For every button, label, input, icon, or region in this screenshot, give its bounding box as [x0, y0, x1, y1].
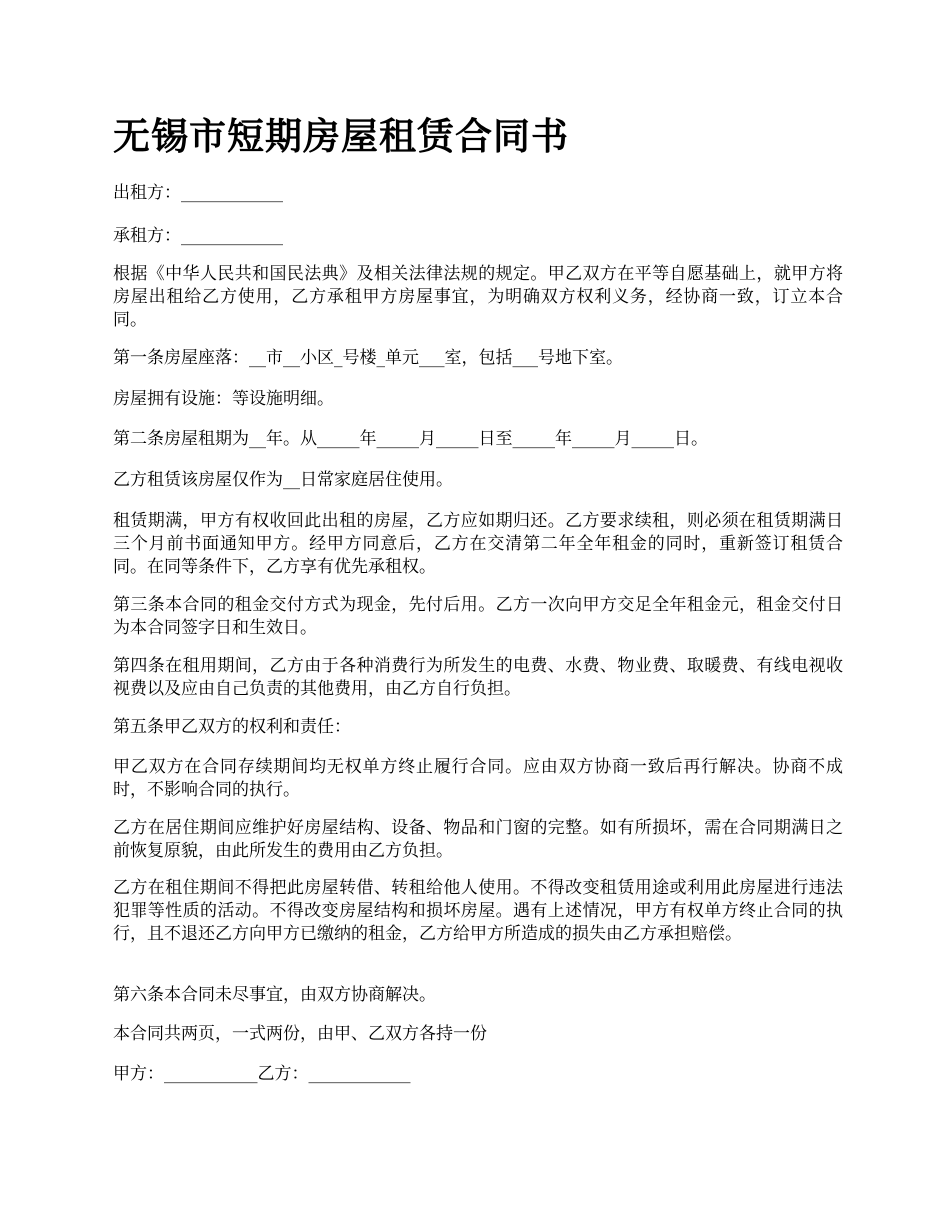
usage-line: 乙方租赁该房屋仅作为__日常家庭居住使用。 [113, 470, 453, 490]
lessor-line: 出租方：____________ [113, 183, 283, 203]
article-6-line: 第六条本合同未尽事宜，由双方协商解决。 [113, 985, 436, 1005]
sublet-paragraph: 乙方在租住期间不得把此房屋转借、转租给他人使用。不得改变租赁用途或利用此房屋进行违法犯罪等性质的活动。不得改变房屋结构和损坏房屋。遇有上述情况，甲方有权单方终止合同的执行，且不退还乙方向甲方已缴纳的租金，乙方给甲方所造成的损失由乙方承担赔偿。 [113, 878, 843, 944]
termination-paragraph: 甲乙双方在合同存续期间均无权单方终止履行合同。应由双方协商一致后再行解决。协商不成时，不影响合同的执行。 [113, 757, 843, 800]
maintenance-paragraph: 乙方在居住期间应维护好房屋结构、设备、物品和门窗的完整。如有所损坏，需在合同期满日之前恢复原貌，由此所发生的费用由乙方负担。 [113, 818, 843, 861]
article-5-heading: 第五条甲乙双方的权利和责任： [113, 717, 351, 737]
article-1-location: 第一条房屋座落：__市__小区_号楼_单元___室，包括___号地下室。 [113, 348, 623, 368]
article-4-expenses: 第四条在租用期间，乙方由于各种消费行为所发生的电费、水费、物业费、取暖费、有线电视收视费以及应由自己负责的其他费用，由乙方自行负担。 [113, 656, 843, 699]
facilities-line: 房屋拥有设施：等设施明细。 [113, 389, 334, 409]
document-title: 无锡市短期房屋租赁合同书 [113, 114, 569, 158]
lessee-line: 承租方：____________ [113, 226, 283, 246]
signature-line: 甲方：___________乙方：____________ [113, 1064, 411, 1084]
renewal-paragraph: 租赁期满，甲方有权收回此出租的房屋，乙方应如期归还。乙方要求续租，则必须在租赁期满日三个月前书面通知甲方。经甲方同意后，乙方在交清第二年全年租金的同时，重新签订租赁合同。在同等条件下，乙方享有优先承租权。 [113, 511, 843, 577]
article-2-term: 第二条房屋租期为__年。从_____年_____月_____日至_____年_____月_____日。 [113, 429, 708, 449]
copies-line: 本合同共两页，一式两份，由甲、乙双方各持一份 [113, 1024, 487, 1044]
preamble-paragraph: 根据《中华人民共和国民法典》及相关法律法规的规定。甲乙双方在平等自愿基础上，就甲方将房屋出租给乙方使用，乙方承租甲方房屋事宜，为明确双方权利义务，经协商一致，订立本合同。 [113, 264, 843, 330]
article-3-payment: 第三条本合同的租金交付方式为现金，先付后用。乙方一次向甲方交足全年租金元，租金交付日为本合同签字日和生效日。 [113, 595, 843, 638]
document-page [113, 0, 843, 1230]
